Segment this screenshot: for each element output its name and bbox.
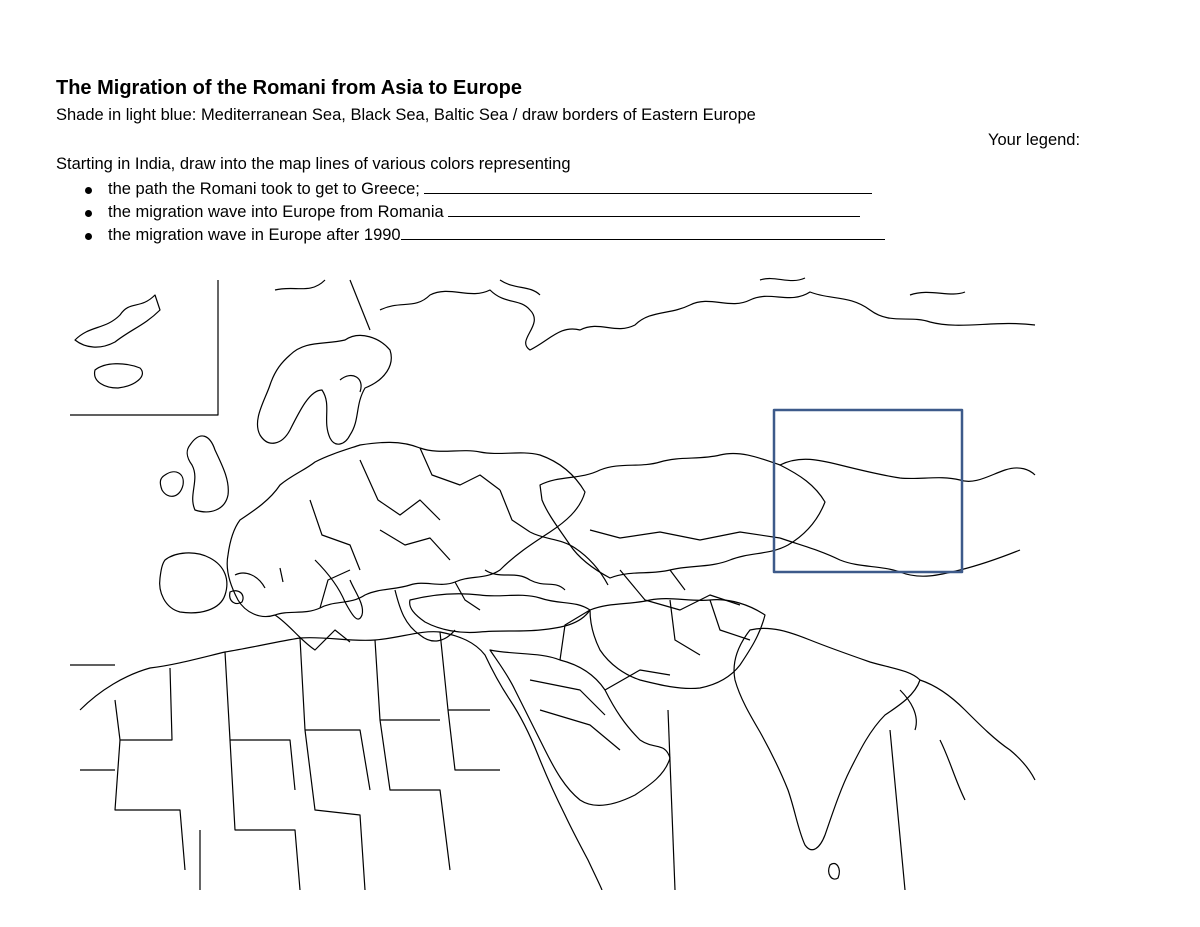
legend-label: Your legend: (988, 131, 1081, 149)
task-text: the path the Romani took to get to Greece; (108, 180, 420, 198)
iran-afghanistan-pakistan (590, 599, 765, 689)
task-text: the migration wave into Europe from Romania (108, 203, 444, 221)
arabia-middle-east (490, 610, 670, 805)
north-africa (80, 632, 602, 890)
europe-mainland (160, 442, 585, 650)
answer-blank[interactable] (448, 202, 860, 217)
outline-map (60, 270, 1040, 890)
task-item (56, 224, 885, 247)
instructions-intro: Starting in India, draw into the map lines of various colors representing (56, 155, 571, 173)
highlight-box (774, 410, 962, 572)
scandinavia (257, 335, 391, 444)
russia-north-coast (275, 278, 1035, 350)
british-isles (160, 436, 228, 512)
greenland-iceland (75, 295, 160, 388)
task-list (56, 178, 885, 247)
italy-islands (230, 560, 363, 619)
answer-blank[interactable] (424, 179, 872, 194)
task-item (56, 201, 885, 224)
task-item (56, 178, 885, 201)
task-text: the migration wave in Europe after 1990 (108, 226, 401, 244)
worksheet-title: The Migration of the Romani from Asia to Europe (56, 77, 522, 99)
map-grid-lines (70, 280, 905, 890)
china-east (780, 459, 1035, 800)
central-asia (540, 453, 825, 610)
worksheet-subtitle: Shade in light blue: Mediterranean Sea, Black Sea, Baltic Sea / draw borders of Eastern Europe (56, 106, 756, 124)
answer-blank[interactable] (401, 225, 885, 240)
